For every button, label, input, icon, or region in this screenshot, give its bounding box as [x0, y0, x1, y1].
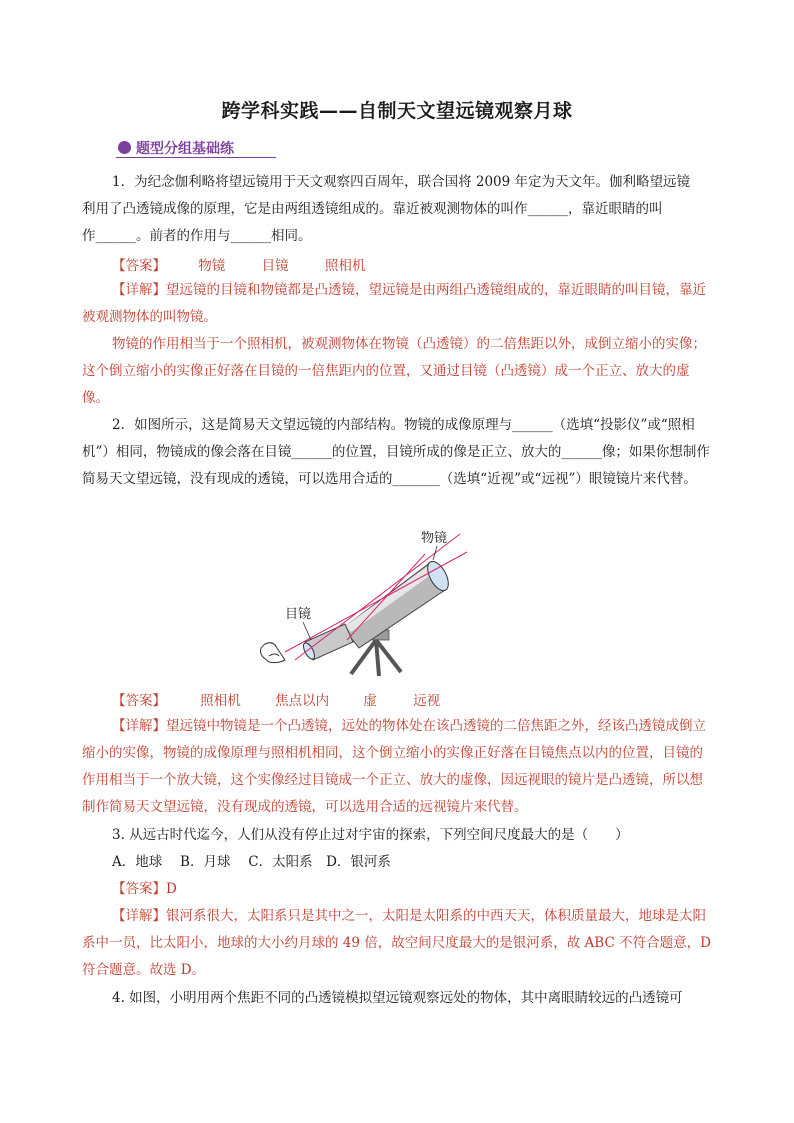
telescope-figure [255, 522, 485, 677]
q4-question: 4. 如图，小明用两个焦距不同的凸透镜模拟望远镜观察远处的物体，其中离眼睛较远的凸透镜可 [112, 990, 683, 1006]
section-underline [116, 157, 276, 158]
label-objective-lens: 物镜 [421, 530, 448, 545]
detail-label: 【详解】 [112, 908, 166, 924]
q2-answer-4: 远视 [413, 693, 441, 709]
q3-options: A．地球 B．月球 C．太阳系 D．银河系 [112, 854, 391, 870]
q1-answer-3: 照相机 [324, 258, 366, 274]
answer-label: 【答案】 [112, 693, 166, 709]
page-title: 跨学科实践——自制天文望远镜观察月球 [221, 100, 573, 122]
q1-line-3: 作______。前者的作用与______相同。 [82, 228, 312, 244]
q1-line-2: 利用了凸透镜成像的原理，它是由两组透镜组成的。靠近被观测物体的叫作______，靠近眼睛的叫 [82, 201, 663, 217]
q1-answer [112, 254, 365, 274]
q3-answer-value: D [166, 881, 177, 897]
q3-detail-text: 银河系很大，太阳系只是其中之一，太阳是太阳系的中西天天，体积质量最大，地球是太阳系中一员，比太阳小，地球的大小约月球的 49 倍，故空间尺度最大的是银河系，故 ABC 不符合题意，D 符合题意。故选 D。 [82, 908, 711, 978]
q1-detail-2: 物镜的作用相当于一个照相机，被观测物体在物镜（凸透镜）的二倍焦距以外，成倒立缩小的实像；这个倒立缩小的实像正好落在目镜的一倍焦距内的位置，又通过目镜（凸透镜）成一个正立、放大的虚像。 [82, 336, 706, 406]
q3-question: 3. 从远古时代迄今，人们从没有停止过对宇宙的探索，下列空间尺度最大的是（ ） [112, 827, 629, 843]
q2-answer [112, 689, 440, 709]
q2-detail-text: 望远镜中物镜是一个凸透镜，远处的物体处在该凸透镜的二倍焦距之外，经该凸透镜成倒立缩小的实像，物镜的成像原理与照相机相同，这个倒立缩小的实像正好落在目镜焦点以内的位置，目镜的作用相当于一个放大镜，这个实像经过目镜成一个正立、放大的虚像，因远视眼的镜片是凸透镜，所以想制作简易天文望远镜，没有现成的透镜，可以选用合适的远视镜片来代替。 [82, 718, 706, 815]
section-label: 题型分组基础练 [136, 141, 234, 157]
label-eyepiece: 目镜 [285, 606, 312, 621]
answer-label: 【答案】 [112, 258, 166, 274]
answer-label: 【答案】 [112, 881, 166, 897]
section-heading [116, 138, 276, 158]
q3-answer [112, 879, 177, 899]
q1-detail [82, 277, 714, 331]
q1-answer-2: 目镜 [261, 258, 289, 274]
q3-detail [82, 903, 714, 984]
bullet-dot-icon [118, 141, 131, 154]
q2-question: 2．如图所示，这是简易天文望远镜的内部结构。物镜的成像原理与______（选填“投影仪”或“照相机”）相同，物镜成的像会落在目镜______的位置，目镜所成的像是正立、放大的______像；如果你想制作简易天文望远镜，没有现成的透镜，可以选用合适的_______（选填“近视”或“远视”）眼镜镜片来代替。 [82, 417, 710, 487]
q2-answer-1: 照相机 [200, 693, 241, 709]
q1-line-1: 1．为纪念伽利略将望远镜用于天文观察四百周年，联合国将 2009 年定为天文年。伽利略望远镜 [112, 174, 691, 190]
q1-detail-text: 望远镜的目镜和物镜都是凸透镜，望远镜是由两组凸透镜组成的，靠近眼睛的叫目镜，靠近被观测物体的叫物镜。 [82, 282, 706, 325]
q2-answer-2: 焦点以内 [275, 693, 330, 709]
detail-label: 【详解】 [112, 718, 166, 734]
q1-answer-1: 物镜 [198, 258, 226, 274]
detail-label: 【详解】 [112, 282, 166, 298]
q2-detail [82, 713, 714, 821]
q2-answer-3: 虚 [363, 693, 377, 709]
